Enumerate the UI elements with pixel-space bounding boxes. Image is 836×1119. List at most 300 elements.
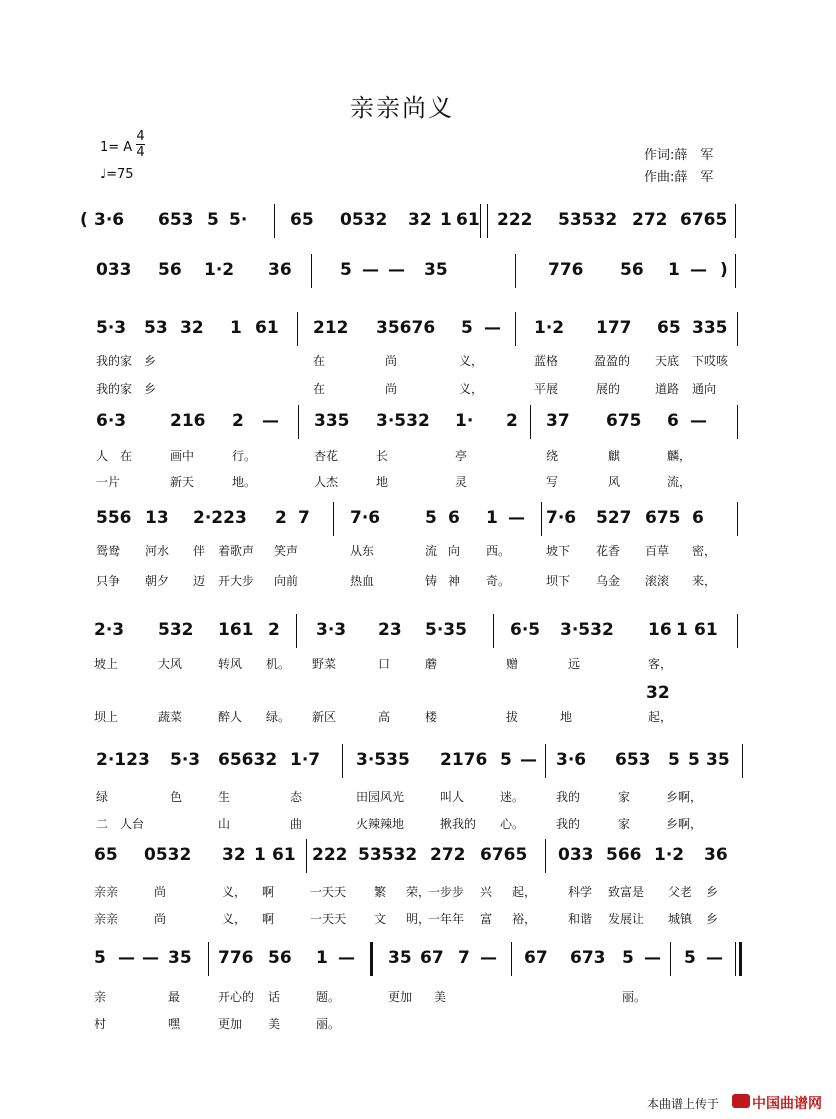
lyric-verse-2: 乌金 [596,574,621,588]
key-signature [100,140,132,155]
lyric-verse-1: 义， [459,354,484,368]
lyric-verse-1: 大风 [158,657,183,671]
note: 216 [170,411,206,431]
barline [487,204,488,238]
lyric-verse-1: 丽。 [622,990,647,1004]
note: 5 [668,750,680,770]
barline [297,312,298,346]
lyric-verse-2: 尚 [385,382,398,396]
note: — [262,411,279,431]
barline [530,405,531,439]
lyric-verse-2: 通向 [692,382,717,396]
note: 527 [596,508,632,528]
lyric-verse-2: 义， [459,382,484,396]
lyric-verse-2: 乡 [706,912,719,926]
lyric-verse-1: 我的 [556,790,581,804]
lyric-verse-2: 地 [560,710,573,724]
note: — [690,411,707,431]
lyric-verse-2: 一年年 [428,912,465,926]
lyric-verse-1: 伴 [193,544,206,558]
note: 3·6 [556,750,587,770]
lyric-verse-1: 家 [618,790,631,804]
note: 653 [615,750,651,770]
lyric-verse-1: 色 [170,790,183,804]
lyric-verse-2: 滚滚 [645,574,670,588]
note: 0532 [144,845,192,865]
repeat-barline [370,942,373,976]
lyric-verse-1: 一天天 [310,885,347,899]
lyric-verse-2: 火辣辣地 [356,817,405,831]
barline [296,614,297,648]
lyricist-credit: 作词:薛 军 [644,148,714,163]
note: 272 [430,845,466,865]
barline [737,502,738,536]
lyric-verse-2: 灵 [455,475,468,489]
lyric-verse-2: 文 [374,912,387,926]
lyric-verse-2: 二 人台 [96,817,145,831]
note: 177 [596,318,632,338]
note: 7·6 [350,508,381,528]
note: 3·535 [356,750,410,770]
note: 61 [255,318,279,338]
note: 335 [692,318,728,338]
lyric-verse-1: 蓝格 [534,354,559,368]
note: 35 [168,948,192,968]
barline [298,405,299,439]
note: 36 [704,845,728,865]
final-barline [735,942,736,976]
lyric-verse-1: 鸳鸯 [96,544,121,558]
note: 532 [158,620,194,640]
lyric-verse-1: 我的家 乡 [96,354,157,368]
note: 033 [558,845,594,865]
note: 3·3 [316,620,347,640]
note: 61 [456,210,480,230]
lyric-verse-1: 父老 [668,885,693,899]
note: 53532 [358,845,418,865]
lyric-verse-1: 亲 [94,990,107,1004]
note: — [388,260,405,280]
lyric-verse-2: 尚 [154,912,167,926]
lyric-verse-1: 在 [313,354,326,368]
lyric-verse-1: 兴 [480,885,493,899]
note: ( [80,210,88,230]
lyric-verse-1: 着歌声 [218,544,255,558]
lyric-verse-2: 美 [268,1017,281,1031]
note: 2 [268,620,280,640]
lyric-verse-1: 麟， [667,449,692,463]
note: 35 [706,750,730,770]
lyric-verse-1: 密， [692,544,717,558]
barline [274,204,275,238]
lyric-verse-1: 杏花 [314,449,339,463]
lyric-verse-2: 啊 [262,912,275,926]
lyric-verse-1: 坡上 [94,657,119,671]
note: 1·2 [654,845,685,865]
lyric-verse-1: 开心的 [218,990,255,1004]
lyric-verse-2: 和谐 [568,912,593,926]
note: 2 [275,508,287,528]
note: 7·6 [546,508,577,528]
lyric-verse-2: 热血 [350,574,375,588]
quarter-note-icon: ♩ [100,167,107,182]
barline [737,614,738,648]
lyric-verse-1: 向 [448,544,461,558]
barline [342,744,343,778]
note: 6·5 [510,620,541,640]
lyric-verse-1: 盈盈的 [594,354,631,368]
note: 3·532 [560,620,614,640]
lyric-verse-1: 啊 [262,885,275,899]
note: 1 [486,508,498,528]
lyric-verse-1: 客， [648,657,673,671]
lyric-verse-1: 尚 [385,354,398,368]
lyric-verse-1: 绿 [96,790,109,804]
lyric-verse-1: 下哎咳 [692,354,729,368]
lyric-verse-1: 机。 [266,657,291,671]
lyric-verse-1: 蘑 [425,657,438,671]
lyric-verse-2: 只争 [96,574,121,588]
note: 35 [424,260,448,280]
lyric-verse-2: 醉人 [218,710,243,724]
barline [735,204,736,238]
lyric-verse-2: 向前 [274,574,299,588]
lyric-verse-1: 野菜 [312,657,337,671]
note: 272 [632,210,668,230]
lyric-verse-2: 开大步 [218,574,255,588]
lyric-verse-1: 荣， [406,885,431,899]
note: 35 [388,948,412,968]
lyric-verse-2: 发展让 [608,912,645,926]
lyric-verse-2: 地。 [232,475,257,489]
lyric-verse-2: 村 [94,1017,107,1031]
note: — [480,948,497,968]
note: 6 [448,508,460,528]
lyric-verse-1: 笑声 [274,544,299,558]
note: 23 [378,620,402,640]
note: — [362,260,379,280]
lyric-verse-2: 绿。 [266,710,291,724]
note: 32 [408,210,432,230]
note: — [338,948,355,968]
note: 5 [688,750,700,770]
lyric-verse-1: 迷。 [500,790,525,804]
lyric-verse-2: 我的家 乡 [96,382,157,396]
lyric-verse-2: 来， [692,574,717,588]
lyric-verse-2: 一天天 [310,912,347,926]
barline [480,204,481,238]
lyric-verse-1: 叫人 [440,790,465,804]
lyric-verse-2: 流， [667,475,692,489]
barline [670,942,671,976]
lyric-verse-2: 更加 [218,1017,243,1031]
lyric-verse-1: 人 在 [96,449,133,463]
note: 65632 [218,750,278,770]
barline [515,312,516,346]
lyric-verse-2: 富 [480,912,493,926]
barline [306,839,307,873]
note: 5 [425,508,437,528]
barline [735,254,736,288]
lyric-verse-1: 转风 [218,657,243,671]
final-barline-thick [739,942,742,976]
note: 67 [420,948,444,968]
note: 5·35 [425,620,467,640]
lyric-verse-1: 亲亲 [94,885,119,899]
note: 5 [461,318,473,338]
note: 5 [622,948,634,968]
lyric-verse-2: 风 [608,475,621,489]
lyric-verse-2: 拔 [506,710,519,724]
lyric-verse-1: 花香 [596,544,621,558]
lyric-verse-1: 长 [376,449,389,463]
note: 37 [546,411,570,431]
barline [545,839,546,873]
lyric-verse-1: 更加 [388,990,413,1004]
lyric-verse-1: 亭 [455,449,468,463]
lyric-verse-1: 赠 [506,657,519,671]
key-label: 1= A [100,140,133,155]
lyric-verse-2: 楼 [425,710,438,724]
note: 32 [180,318,204,338]
footer-brand: 中国曲谱网 [752,1096,822,1112]
tempo-marking [100,167,134,182]
note: — [484,318,501,338]
lyric-verse-1: 科学 [568,885,593,899]
note: 1·2 [204,260,235,280]
lyric-verse-1: 起， [512,885,537,899]
lyric-verse-2: 城镇 [668,912,693,926]
barline [737,405,738,439]
barline [493,614,494,648]
note: 1 [440,210,452,230]
note: 3·532 [376,411,430,431]
note: — [118,948,135,968]
lyric-verse-1: 远 [568,657,581,671]
lyric-verse-1: 态 [290,790,303,804]
note: 61 [272,845,296,865]
lyric-verse-1: 从东 [350,544,375,558]
lyric-verse-1: 行。 [232,449,257,463]
note: 5 [340,260,352,280]
note: 5 [684,948,696,968]
note: 56 [620,260,644,280]
note: 65 [94,845,118,865]
note: 1·7 [290,750,321,770]
note: 61 [694,620,718,640]
lyric-verse-2: 神 [448,574,461,588]
note: 776 [218,948,254,968]
lyric-verse-2: 迈 [193,574,206,588]
note: 16 [648,620,672,640]
note: — [520,750,537,770]
barline [511,942,512,976]
note: 222 [312,845,348,865]
footer-upload-text: 本曲谱上传于 [647,1097,720,1111]
lyric-verse-2: 山 [218,817,231,831]
note: 5 [500,750,512,770]
lyric-verse-1: 尚 [154,885,167,899]
note: 5· [229,210,248,230]
lyric-verse-1: 口 [378,657,391,671]
lyric-verse-1: 绕 [546,449,559,463]
lyric-verse-2: 裕， [512,912,537,926]
composer-credit: 作曲:薛 军 [644,170,714,185]
lyric-verse-2: 义， [222,912,247,926]
lyric-verse-1: 义， [222,885,247,899]
lyric-verse-1: 话 [268,990,281,1004]
lyric-verse-1: 一步步 [428,885,465,899]
lyric-verse-1: 天底 [655,354,680,368]
note: 2 [232,411,244,431]
lyric-verse-1: 乡啊， [666,790,703,804]
barline [311,254,312,288]
lyric-verse-2: 新天 [170,475,195,489]
lyric-verse-2: 展的 [596,382,621,396]
lyric-verse-1: 致富是 [608,885,645,899]
lyric-verse-2: 丽。 [316,1017,341,1031]
lyric-verse-1: 乡 [706,885,719,899]
note: 3·6 [94,210,125,230]
lyric-verse-2: 明， [406,912,431,926]
tempo-value: =75 [106,167,134,182]
lyric-verse-2: 写 [546,475,559,489]
note: 212 [313,318,349,338]
lyric-verse-2: 奇。 [486,574,511,588]
note: ) [720,260,728,280]
lyric-verse-1: 田园风光 [356,790,405,804]
note: 5 [94,948,106,968]
lyric-verse-1: 百草 [645,544,670,558]
lyric-verse-2: 平展 [534,382,559,396]
note: — [142,948,159,968]
site-logo-icon [732,1094,750,1108]
lyric-verse-1: 最 [168,990,181,1004]
lyric-verse-2: 嘿 [168,1017,181,1031]
note: 56 [158,260,182,280]
note: 1·2 [534,318,565,338]
note: 5·3 [96,318,127,338]
page-title: 亲亲尚义 [350,94,454,122]
note: 161 [218,620,254,640]
barline [545,744,546,778]
lyric-verse-2: 地 [376,475,389,489]
lyric-verse-2: 一片 [96,475,121,489]
note: 1 [676,620,688,640]
barline [742,744,743,778]
lyric-verse-1: 麒 [608,449,621,463]
note: 6765 [480,845,528,865]
note: — [706,948,723,968]
note: — [690,260,707,280]
note: 675 [606,411,642,431]
note: 1 [668,260,680,280]
note: 653 [158,210,194,230]
lyric-verse-2: 家 [618,817,631,831]
note: 2 [506,411,518,431]
lyric-verse-2: 揪我的 [440,817,477,831]
lyric-verse-1: 坡下 [546,544,571,558]
note: 335 [314,411,350,431]
note-alternate: 32 [646,683,670,703]
note: 36 [268,260,292,280]
lyric-verse-1: 美 [434,990,447,1004]
lyric-verse-1: 西。 [486,544,511,558]
note: 1 [316,948,328,968]
lyric-verse-2: 坝下 [546,574,571,588]
note: 6765 [680,210,728,230]
note: 1 [254,845,266,865]
note: 2·3 [94,620,125,640]
lyric-verse-2: 亲亲 [94,912,119,926]
note: 35676 [376,318,436,338]
time-signature [136,129,145,160]
lyric-verse-2: 曲 [290,817,303,831]
note: 5 [207,210,219,230]
lyric-verse-2: 朝夕 [145,574,170,588]
lyric-verse-2: 铸 [425,574,438,588]
lyric-verse-2: 高 [378,710,391,724]
note: 566 [606,845,642,865]
lyric-verse-1: 题。 [316,990,341,1004]
lyric-verse-1: 流 [425,544,438,558]
note: — [508,508,525,528]
note: 53 [144,318,168,338]
note: 556 [96,508,132,528]
note: 65 [657,318,681,338]
lyric-verse-1: 生 [218,790,231,804]
lyric-verse-2: 乡啊， [666,817,703,831]
barline [737,312,738,346]
note: 033 [96,260,132,280]
note: 53532 [558,210,618,230]
note: 2·123 [96,750,150,770]
note: 7 [298,508,310,528]
note: 2176 [440,750,488,770]
lyric-verse-1: 繁 [374,885,387,899]
note: 13 [145,508,169,528]
note: 6·3 [96,411,127,431]
barline [208,942,209,976]
lyric-verse-2: 新区 [312,710,337,724]
note: 0532 [340,210,388,230]
lyric-verse-1: 画中 [170,449,195,463]
note: 2·223 [193,508,247,528]
lyric-verse-2: 道路 [655,382,680,396]
note: 776 [548,260,584,280]
lyric-verse-2: 起， [648,710,673,724]
lyric-verse-2: 坝上 [94,710,119,724]
note: 1 [230,318,242,338]
note: — [644,948,661,968]
note: 673 [570,948,606,968]
note: 65 [290,210,314,230]
note: 32 [222,845,246,865]
note: 1· [455,411,474,431]
lyric-verse-1: 河水 [145,544,170,558]
barline [515,254,516,288]
lyric-verse-2: 心。 [500,817,525,831]
note: 6 [692,508,704,528]
lyric-verse-2: 我的 [556,817,581,831]
lyric-verse-2: 蔬菜 [158,710,183,724]
note: 56 [268,948,292,968]
lyric-verse-2: 人杰 [314,475,339,489]
lyric-verse-2: 在 [313,382,326,396]
barline [541,502,542,536]
note: 6 [667,411,679,431]
time-bottom: 4 [136,145,145,160]
